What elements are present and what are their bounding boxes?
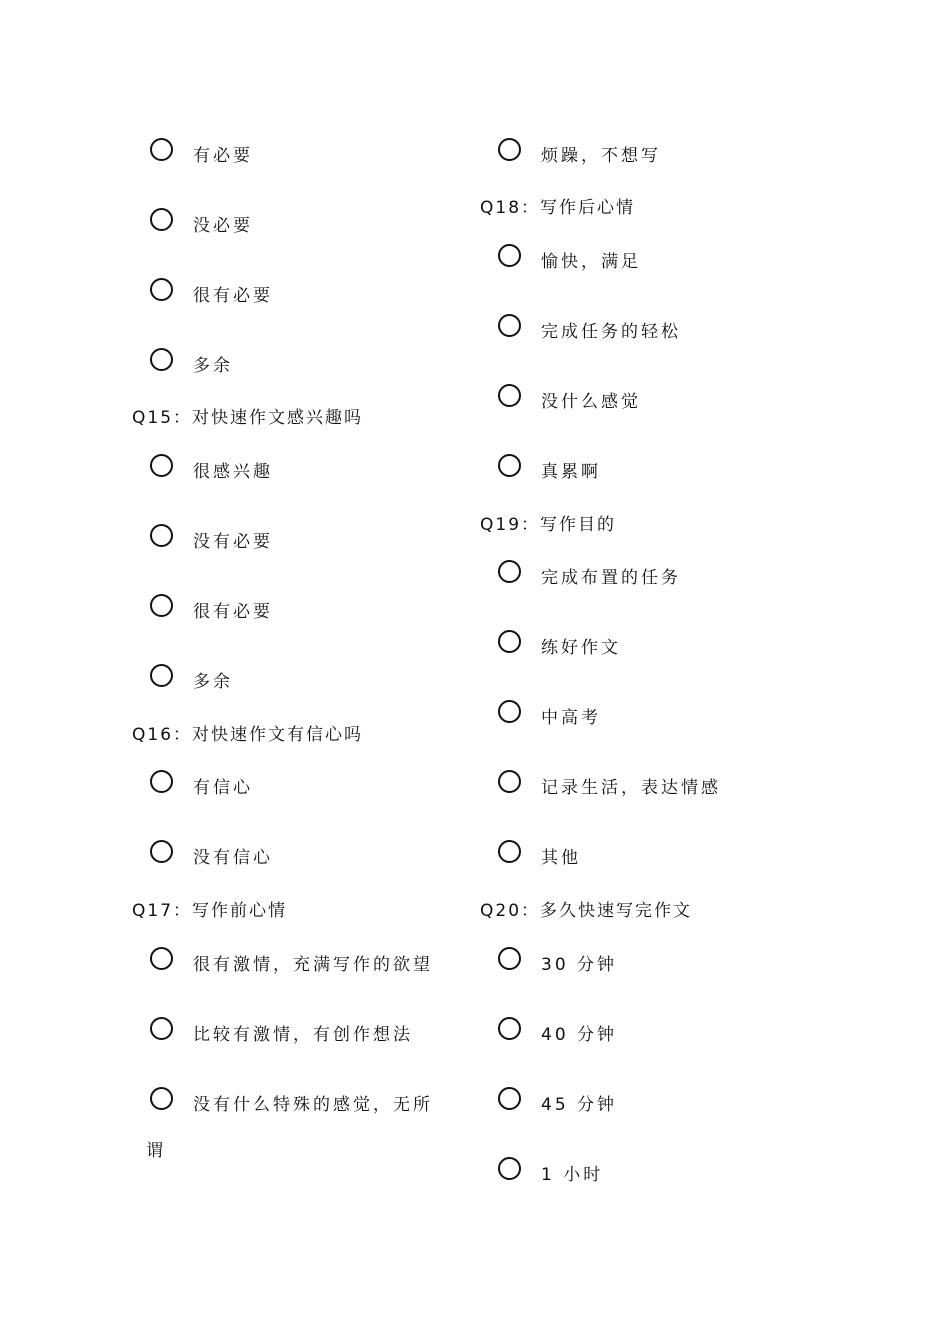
radio-button[interactable] <box>498 138 521 161</box>
option-label: 没有信心 <box>193 848 273 868</box>
option-label: 其他 <box>541 848 581 868</box>
q18-title: Q18：写作后心情 <box>480 198 636 218</box>
option-label: 多余 <box>193 356 233 376</box>
radio-button[interactable] <box>150 1017 173 1040</box>
radio-button[interactable] <box>498 560 521 583</box>
option-label: 中高考 <box>541 708 601 728</box>
option-label: 30 分钟 <box>541 955 618 975</box>
option-label: 没有什么特殊的感觉，无所 <box>193 1095 433 1115</box>
option-label: 记录生活，表达情感 <box>541 778 721 798</box>
radio-button[interactable] <box>498 384 521 407</box>
option-label: 练好作文 <box>541 638 621 658</box>
radio-button[interactable] <box>150 594 173 617</box>
option-label: 有必要 <box>193 146 253 166</box>
option-label: 40 分钟 <box>541 1025 618 1045</box>
q20-title: Q20：多久快速写完作文 <box>480 901 693 921</box>
option-label: 有信心 <box>193 778 253 798</box>
option-label: 比较有激情，有创作想法 <box>193 1025 413 1045</box>
option-label: 很有激情，充满写作的欲望 <box>193 955 433 975</box>
option-label: 真累啊 <box>541 462 601 482</box>
radio-button[interactable] <box>498 700 521 723</box>
radio-button[interactable] <box>150 208 173 231</box>
q15-title: Q15：对快速作文感兴趣吗 <box>132 408 364 428</box>
option-label: 很有必要 <box>193 602 273 622</box>
radio-button[interactable] <box>498 1087 521 1110</box>
option-label: 完成任务的轻松 <box>541 322 681 342</box>
q19-title: Q19：写作目的 <box>480 515 617 535</box>
option-label: 没有必要 <box>193 532 273 552</box>
option-label: 1 小时 <box>541 1165 604 1185</box>
option-label: 45 分钟 <box>541 1095 618 1115</box>
option-label: 很感兴趣 <box>193 462 273 482</box>
radio-button[interactable] <box>150 1087 173 1110</box>
radio-button[interactable] <box>150 278 173 301</box>
option-label: 没必要 <box>193 216 253 236</box>
radio-button[interactable] <box>498 947 521 970</box>
q17-title: Q17：写作前心情 <box>132 901 288 921</box>
radio-button[interactable] <box>150 840 173 863</box>
q16-title: Q16：对快速作文有信心吗 <box>132 725 364 745</box>
radio-button[interactable] <box>498 840 521 863</box>
radio-button[interactable] <box>150 664 173 687</box>
radio-button[interactable] <box>498 1017 521 1040</box>
radio-button[interactable] <box>150 454 173 477</box>
radio-button[interactable] <box>150 770 173 793</box>
option-label: 没什么感觉 <box>541 392 641 412</box>
radio-button[interactable] <box>150 348 173 371</box>
option-label: 烦躁，不想写 <box>541 146 661 166</box>
radio-button[interactable] <box>498 770 521 793</box>
radio-button[interactable] <box>498 630 521 653</box>
radio-button[interactable] <box>498 314 521 337</box>
radio-button[interactable] <box>498 244 521 267</box>
option-label: 多余 <box>193 672 233 692</box>
radio-button[interactable] <box>150 524 173 547</box>
radio-button[interactable] <box>150 947 173 970</box>
option-label: 完成布置的任务 <box>541 568 681 588</box>
radio-button[interactable] <box>150 138 173 161</box>
radio-button[interactable] <box>498 1157 521 1180</box>
option-label: 很有必要 <box>193 286 273 306</box>
option-label: 愉快，满足 <box>541 252 641 272</box>
radio-button[interactable] <box>498 454 521 477</box>
option-label-wrap: 谓 <box>146 1141 166 1161</box>
